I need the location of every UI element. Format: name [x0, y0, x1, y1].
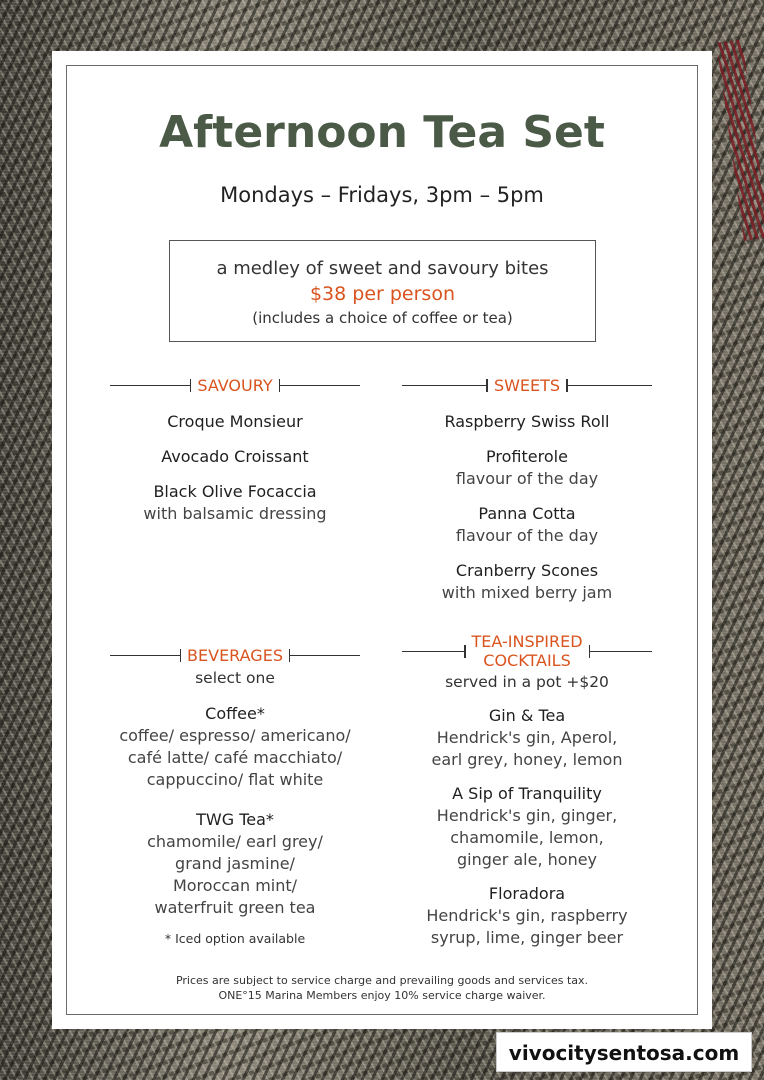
menu-item-name: Cranberry Scones	[455, 561, 599, 580]
menu-card	[52, 51, 712, 1029]
schedule-subtitle: Mondays – Fridays, 3pm – 5pm	[220, 183, 544, 207]
beverages-section	[110, 643, 360, 946]
tea-option-line: waterfruit green tea	[154, 898, 316, 917]
cocktails-section	[402, 631, 652, 949]
tea-option-line: chamomile/ earl grey/	[147, 832, 323, 851]
tea-option-line: grand jasmine/	[175, 854, 295, 873]
coffee-name: Coffee*	[205, 704, 265, 723]
sweets-heading-label: SWEETS	[493, 375, 561, 395]
menu-item-desc: flavour of the day	[455, 469, 599, 488]
sweets-section	[402, 373, 652, 604]
menu-item-name: Avocado Croissant	[161, 447, 309, 466]
cocktails-heading-line1: TEA-INSPIRED	[471, 632, 583, 651]
price-description: a medley of sweet and savoury bites	[216, 258, 549, 279]
menu-item-name: Black Olive Focaccia	[153, 482, 317, 501]
cocktail-ingredients: earl grey, honey, lemon	[431, 750, 623, 769]
menu-item-name: Panna Cotta	[478, 504, 576, 523]
cocktails-heading-label	[466, 632, 589, 670]
cocktail-ingredients: Hendrick's gin, ginger,	[436, 806, 618, 825]
cocktails-sub: served in a pot +$20	[445, 673, 609, 691]
cocktail-ingredients: Hendrick's gin, raspberry	[426, 906, 628, 925]
cocktails-heading-line2: COCKTAILS	[483, 651, 571, 670]
savoury-heading	[110, 373, 360, 397]
menu-item-desc: with balsamic dressing	[143, 504, 327, 523]
site-watermark: vivocitysentosa.com	[496, 1032, 752, 1072]
beverages-heading-label: BEVERAGES	[187, 645, 283, 665]
menu-item-name: Raspberry Swiss Roll	[444, 412, 610, 431]
coffee-option-line: cappuccino/ flat white	[146, 770, 324, 789]
footer-notes	[52, 973, 712, 1003]
page-title: Afternoon Tea Set	[159, 107, 605, 158]
cocktail-ingredients: ginger ale, honey	[456, 850, 598, 869]
cocktails-heading	[402, 631, 652, 671]
price-includes: (includes a choice of coffee or tea)	[252, 309, 513, 327]
footer-tax-note: Prices are subject to service charge and prevailing goods and services tax.	[175, 974, 589, 987]
cocktail-name: Floradora	[488, 884, 566, 903]
cocktail-name: Gin & Tea	[488, 706, 566, 725]
price-box	[169, 240, 596, 342]
tea-option-line: Moroccan mint/	[172, 876, 298, 895]
cocktail-name: A Sip of Tranquility	[452, 784, 602, 803]
menu-item-name: Profiterole	[486, 447, 568, 466]
menu-item-desc: with mixed berry jam	[441, 583, 613, 602]
footer-member-note: ONE°15 Marina Members enjoy 10% service charge waiver.	[218, 989, 546, 1002]
cocktail-ingredients: chamomile, lemon,	[450, 828, 604, 847]
tea-name: TWG Tea*	[196, 810, 274, 829]
menu-item-desc: flavour of the day	[455, 526, 599, 545]
iced-option-note: * Iced option available	[164, 931, 306, 946]
cocktail-ingredients: syrup, lime, ginger beer	[430, 928, 624, 947]
savoury-heading-label: SAVOURY	[197, 375, 273, 395]
coffee-option-line: café latte/ café macchiato/	[127, 748, 343, 767]
beverages-sub: select one	[195, 669, 275, 687]
savoury-section	[110, 373, 360, 525]
price-amount: $38 per person	[309, 283, 456, 305]
coffee-option-line: coffee/ espresso/ americano/	[119, 726, 351, 745]
menu-item-name: Croque Monsieur	[167, 412, 303, 431]
sweets-heading	[402, 373, 652, 397]
cocktail-ingredients: Hendrick's gin, Aperol,	[436, 728, 618, 747]
beverages-heading	[110, 643, 360, 667]
background-red-streak	[716, 39, 764, 241]
